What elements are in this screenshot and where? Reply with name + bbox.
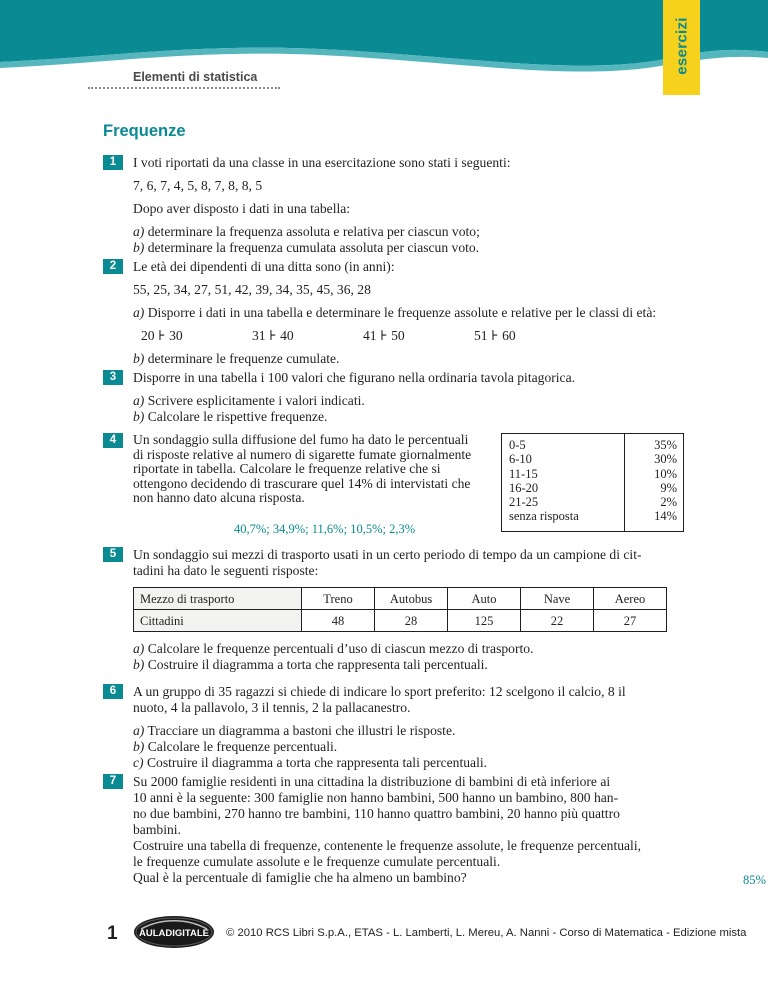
exercise-line: 10 anni è la seguente: 300 famiglie non hanno bambini, 500 hanno un bambino, 800 han-: [133, 790, 619, 805]
exercise-data: 7, 6, 7, 4, 5, 8, 7, 8, 8, 5: [133, 178, 263, 193]
table-cell: Aereo: [594, 588, 667, 610]
copyright-notice: © 2010 RCS Libri S.p.A., ETAS - L. Lamberti, L. Mereu, A. Nanni - Corso di Matematica - Edizione mista: [226, 927, 747, 939]
exercise-number: 6: [103, 684, 123, 699]
exercise-number: 2: [103, 259, 123, 274]
age-class: 51 ⊦ 60: [474, 328, 516, 343]
exercise-item: a) determinare la frequenza assoluta e relativa per ciascun voto;: [133, 224, 480, 239]
exercise-number: 7: [103, 774, 123, 789]
table-cell: 28: [375, 610, 448, 632]
table-row: 21-25 2%: [509, 495, 677, 510]
esercizi-tab: [663, 0, 700, 95]
table-row: [134, 588, 667, 610]
table-cell: 125: [448, 610, 521, 632]
exercise-item: b) determinare la frequenza cumulata assoluta per ciascun voto.: [133, 240, 480, 255]
exercise-line: le frequenze cumulate assolute e le frequenze cumulate percentuali.: [133, 854, 501, 869]
table-cell: 22: [521, 610, 594, 632]
age-classes: [141, 328, 768, 344]
table-row: [134, 610, 667, 632]
age-class: 31 ⊦ 40: [252, 328, 294, 343]
table-row: senza risposta 14%: [509, 509, 677, 524]
table-header-cell: Mezzo di trasporto: [134, 588, 302, 610]
exercise-instruction: Dopo aver disposto i dati in una tabella:: [133, 201, 351, 216]
exercise-item: b) Calcolare le frequenze percentuali.: [133, 739, 338, 754]
table-row: 6-10 30%: [509, 452, 677, 467]
exercise-line: Costruire una tabella di frequenze, contenente le frequenze assolute, le frequenze percentuali,: [133, 838, 642, 853]
exercise-text: Un sondaggio sulla diffusione del fumo ha dato le percentuali di risposte relative al numero di sigarette fumate giornalmente riportate in tabella. Calcolare le frequenze relative che si ottengono decidendo di trascurare quel 14% di intervistati che non hanno dato alcuna risposta.: [133, 432, 472, 505]
exercise-item: b) Calcolare le rispettive frequenze.: [133, 409, 328, 424]
exercise-intro-line: nuoto, 4 la pallavolo, 3 il tennis, 2 la pallacanestro.: [133, 700, 411, 715]
table-cell: Autobus: [375, 588, 448, 610]
table-row: 11-15 10%: [509, 466, 677, 481]
exercise-number: 5: [103, 547, 123, 562]
header-wave-graphic: [0, 0, 768, 95]
exercise-item: a) Scrivere esplicitamente i valori indicati.: [133, 393, 365, 408]
exercise-item: b) determinare le frequenze cumulate.: [133, 351, 340, 366]
exercise-number: 4: [103, 433, 123, 448]
exercise-item: c) Costruire il diagramma a torta che rappresenta tali percentuali.: [133, 755, 488, 770]
exercise-answer: 85%: [743, 873, 766, 887]
transport-table: [133, 587, 667, 632]
exercise-answer: 40,7%; 34,9%; 11,6%; 10,5%; 2,3%: [234, 522, 416, 536]
exercise-number: 3: [103, 370, 123, 385]
table-cell: Treno: [302, 588, 375, 610]
exercise-item: a) Disporre i dati in una tabella e determinare le frequenze assolute e relative per le classi di età:: [133, 305, 657, 320]
table-cell: Auto: [448, 588, 521, 610]
exercise-line: bambini.: [133, 822, 181, 837]
exercise-line: Su 2000 famiglie residenti in una cittadina la distribuzione di bambini di età inferiore ai: [133, 774, 611, 789]
dotted-divider: [88, 87, 280, 89]
exercise-intro: I voti riportati da una classe in una esercitazione sono stati i seguenti:: [133, 155, 511, 170]
auladigitale-logo: [131, 914, 217, 950]
exercise-item: b) Costruire il diagramma a torta che rappresenta tali percentuali.: [133, 657, 488, 672]
page-number: 1: [107, 923, 118, 944]
age-class: 20 ⊦ 30: [141, 328, 183, 343]
table-row: 16-20 9%: [509, 480, 677, 495]
exercise-item: a) Tracciare un diagramma a bastoni che illustri le risposte.: [133, 723, 456, 738]
exercise-line: Qual è la percentuale di famiglie che ha almeno un bambino? 85%: [133, 870, 766, 887]
svg-text:AULADIGITALE: AULADIGITALE: [138, 928, 210, 939]
table-cell: 48: [302, 610, 375, 632]
section-title: Frequenze: [103, 122, 186, 140]
table-row: 0-5 35%: [509, 438, 677, 452]
exercise-item: a) Calcolare le frequenze percentuali d’uso di ciascun mezzo di trasporto.: [133, 641, 534, 656]
exercise-intro: Disporre in una tabella i 100 valori che figurano nella ordinaria tavola pitagorica.: [133, 370, 576, 385]
exercise-intro-line: A un gruppo di 35 ragazzi si chiede di indicare lo sport preferito: 12 scelgono il calcio, 8 il: [133, 684, 626, 699]
exercise-line: no due bambini, 270 hanno tre bambini, 110 hanno quattro bambini, 20 hanno più quattro: [133, 806, 620, 821]
tab-label: esercizi: [673, 16, 690, 75]
chapter-title: Elementi di statistica: [133, 70, 258, 84]
exercise-intro: Le età dei dipendenti di una ditta sono (in anni):: [133, 259, 395, 274]
header-band: [0, 0, 768, 95]
table-cell: 27: [594, 610, 667, 632]
table-header-cell: Cittadini: [134, 610, 302, 632]
table-cell: Nave: [521, 588, 594, 610]
exercise-number: 1: [103, 155, 123, 170]
smoking-table: [501, 433, 684, 532]
exercise-intro-line: Un sondaggio sui mezzi di trasporto usati in un certo periodo di tempo da un campione di cit-: [133, 547, 642, 562]
exercise-intro-line: tadini ha dato le seguenti risposte:: [133, 563, 319, 578]
exercise-data: 55, 25, 34, 27, 51, 42, 39, 34, 35, 45, 36, 28: [133, 282, 371, 297]
age-class: 41 ⊦ 50: [363, 328, 405, 343]
